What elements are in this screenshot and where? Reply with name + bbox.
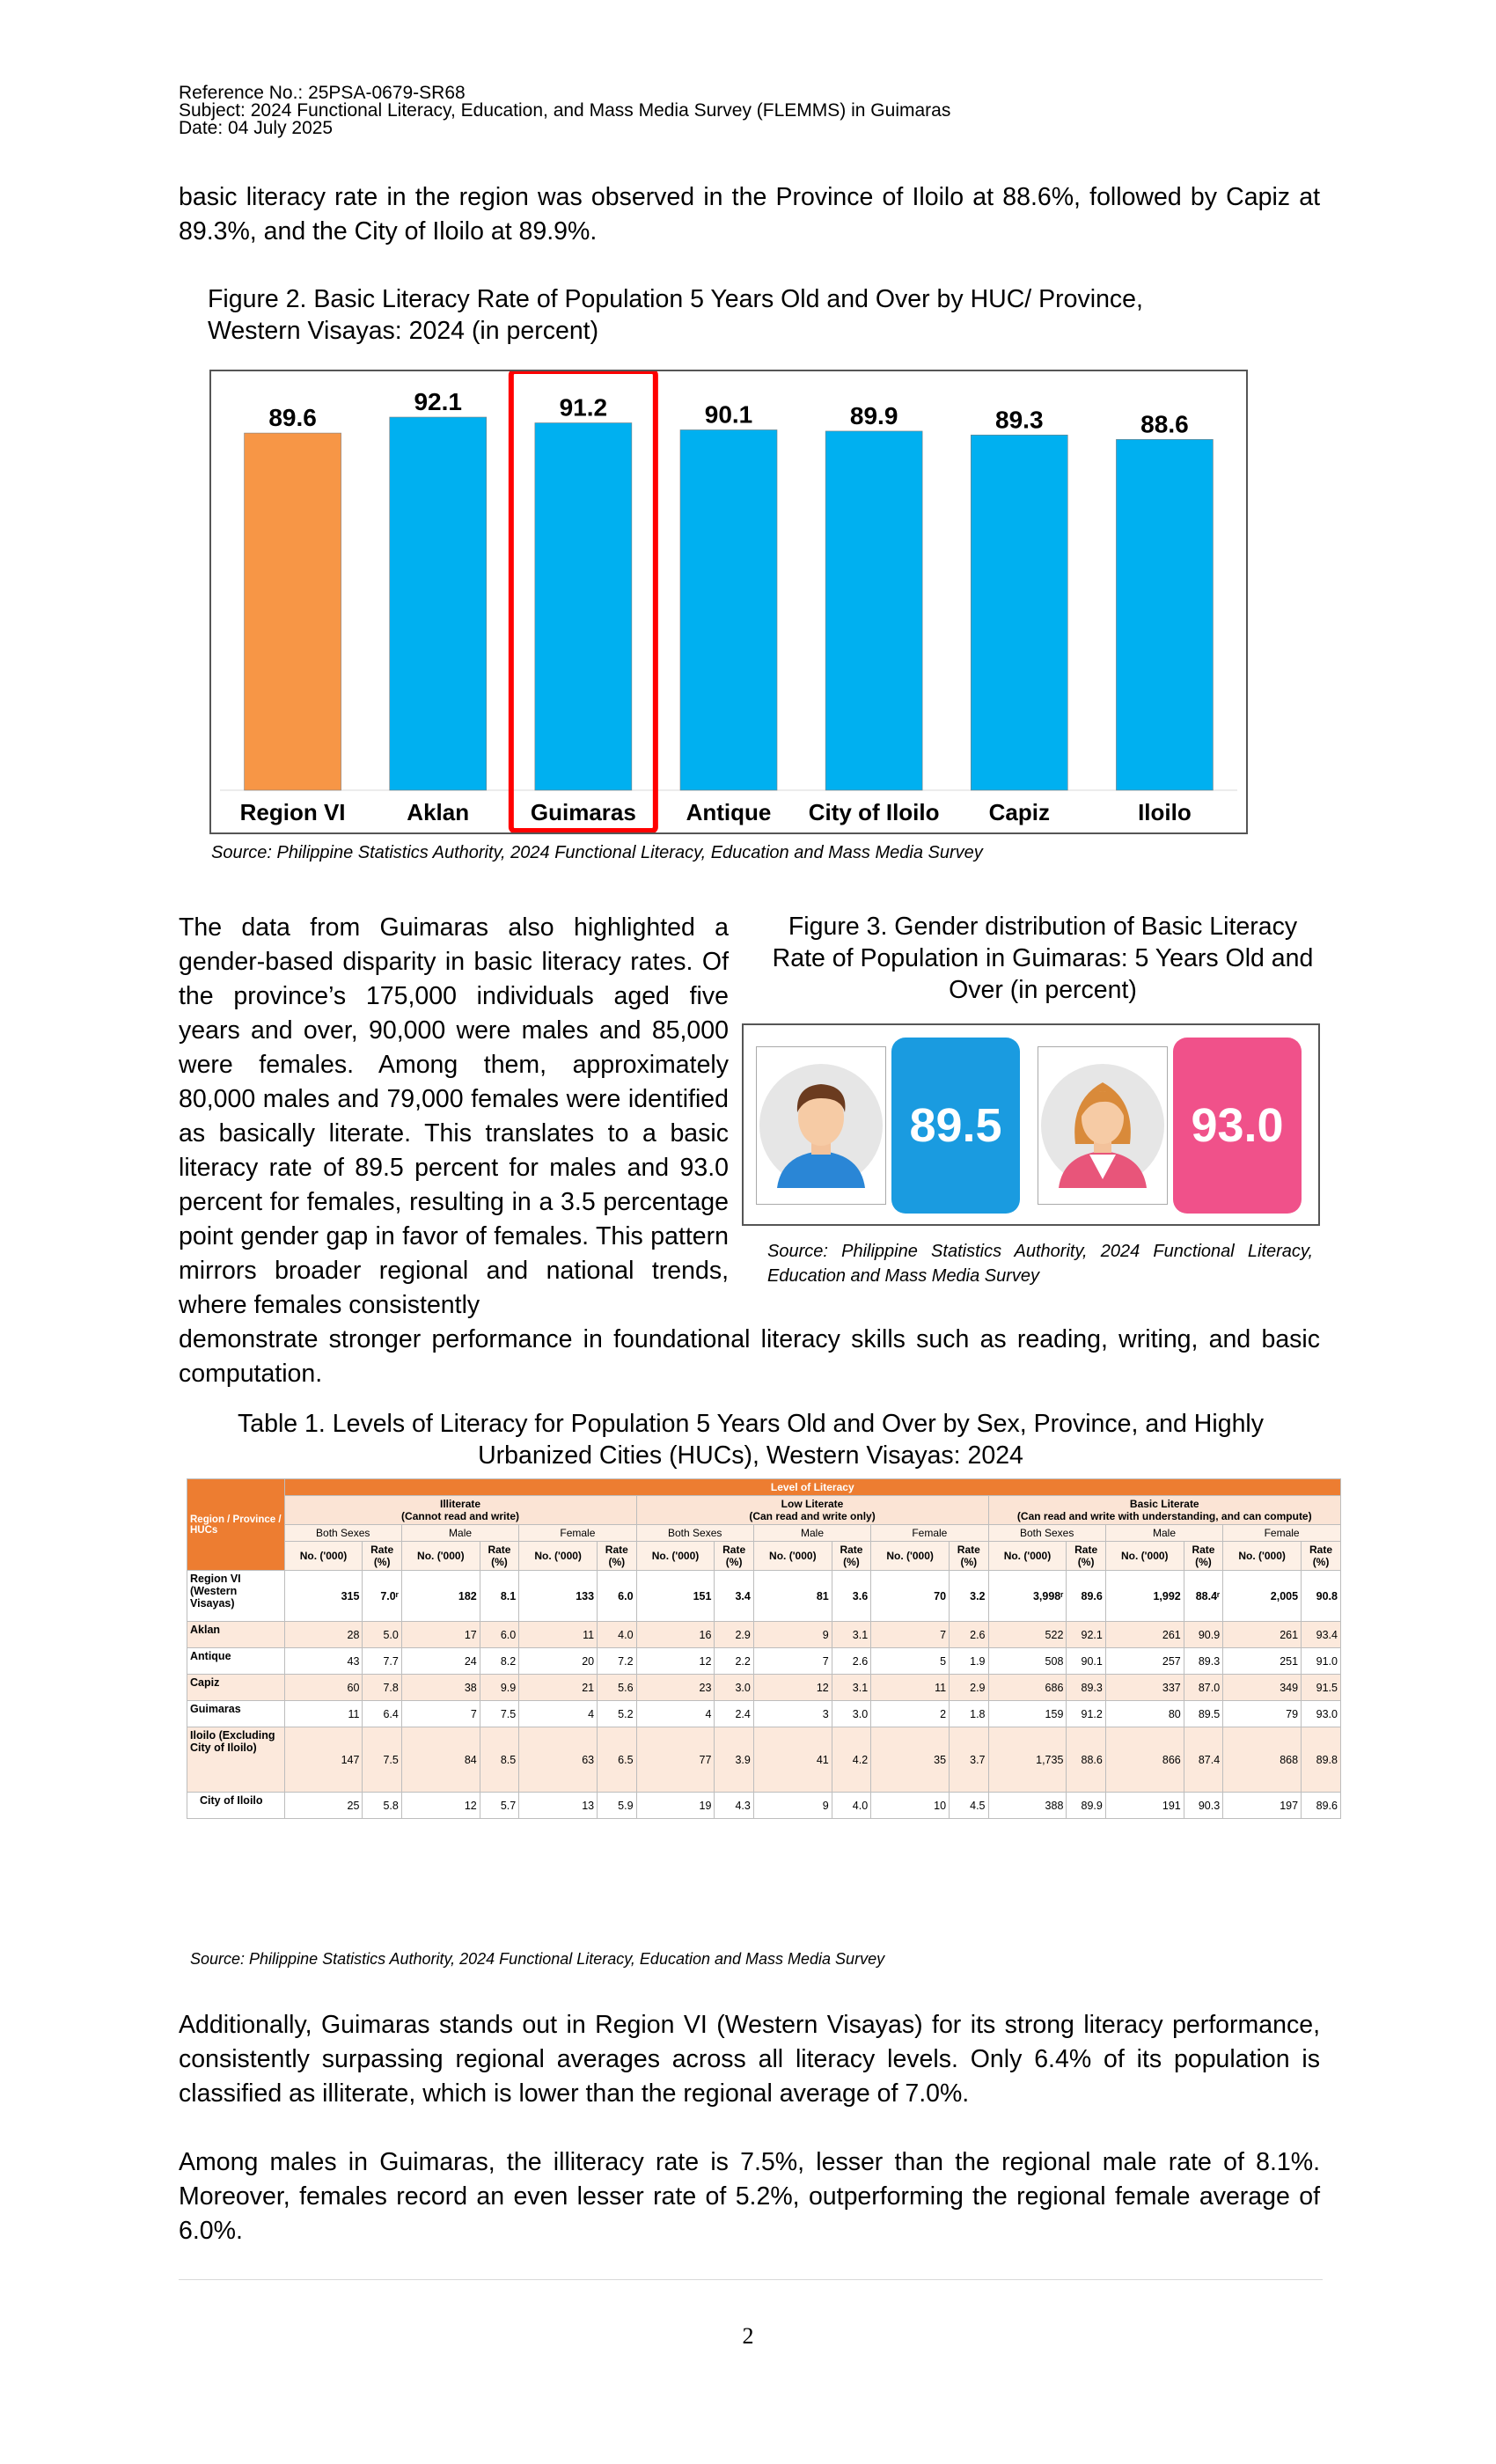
literacy-group-header	[636, 1496, 988, 1525]
rate-cell: 87.4	[1184, 1727, 1222, 1793]
count-cell: 686	[988, 1675, 1067, 1701]
rate-column-header: Rate (%)	[1302, 1542, 1341, 1571]
rate-cell: 3.1	[832, 1622, 870, 1648]
rate-cell: 3.0	[832, 1701, 870, 1727]
rate-cell: 7.0ʳ	[363, 1571, 401, 1622]
table-row	[187, 1571, 1341, 1622]
rate-cell: 90.8	[1302, 1571, 1341, 1622]
footer-divider	[179, 2279, 1323, 2280]
rate-cell: 5.0	[363, 1622, 401, 1648]
rate-cell: 91.0	[1302, 1648, 1341, 1675]
rate-cell: 3.0	[715, 1675, 753, 1701]
male-avatar	[756, 1046, 886, 1205]
table-row	[187, 1622, 1341, 1648]
row-label: Guimaras	[187, 1701, 285, 1727]
rate-cell: 3.7	[950, 1727, 988, 1793]
rate-cell: 8.2	[480, 1648, 518, 1675]
row-label: Antique	[187, 1648, 285, 1675]
rate-cell: 4.2	[832, 1727, 870, 1793]
count-cell: 349	[1223, 1675, 1302, 1701]
count-cell: 79	[1223, 1701, 1302, 1727]
data-label: 88.6	[1140, 410, 1189, 438]
rate-cell: 3.1	[832, 1675, 870, 1701]
count-cell: 337	[1105, 1675, 1184, 1701]
rate-cell: 89.6	[1067, 1571, 1105, 1622]
row-label: Iloilo (Excluding City of Iloilo)	[187, 1727, 285, 1793]
row-label: Capiz	[187, 1675, 285, 1701]
count-cell: 84	[401, 1727, 480, 1793]
number-column-header: No. ('000)	[988, 1542, 1067, 1571]
group-subtitle: (Can read and write only)	[749, 1510, 876, 1522]
number-column-header: No. ('000)	[401, 1542, 480, 1571]
count-cell: 20	[519, 1648, 598, 1675]
reference-number: Reference No.: 25PSA-0679-SR68	[179, 83, 466, 103]
data-label: 89.9	[849, 401, 898, 429]
rate-column-header: Rate (%)	[832, 1542, 870, 1571]
data-label: 92.1	[414, 388, 462, 415]
count-cell: 60	[284, 1675, 363, 1701]
number-column-header: No. ('000)	[636, 1542, 715, 1571]
number-column-header: No. ('000)	[1105, 1542, 1184, 1571]
data-label: 89.6	[268, 404, 317, 432]
count-cell: 9	[753, 1622, 832, 1648]
rate-cell: 6.0	[598, 1571, 636, 1622]
table1-caption-line2: Urbanized Cities (HUCs), Western Visayas: 2024	[478, 1441, 1023, 1470]
count-cell: 159	[988, 1701, 1067, 1727]
figure2-bar-chart	[209, 370, 1248, 834]
figure3-gender-panel	[742, 1023, 1320, 1226]
table1	[187, 1478, 1341, 1819]
category-tick-label: Aklan	[407, 799, 470, 825]
sex-column-header: Male	[1105, 1525, 1222, 1542]
rate-cell: 5.6	[598, 1675, 636, 1701]
count-cell: 522	[988, 1622, 1067, 1648]
table1-source: Source: Philippine Statistics Authority, 2024 Functional Literacy, Education and Mass Media Survey	[190, 1950, 885, 1968]
count-cell: 13	[519, 1793, 598, 1819]
rate-cell: 7.5	[480, 1701, 518, 1727]
rate-cell: 88.4ʳ	[1184, 1571, 1222, 1622]
female-rate-badge	[1173, 1038, 1302, 1214]
rate-cell: 7.8	[363, 1675, 401, 1701]
count-cell: 4	[636, 1701, 715, 1727]
count-cell: 70	[871, 1571, 950, 1622]
table-row	[187, 1793, 1341, 1819]
count-cell: 12	[636, 1648, 715, 1675]
count-cell: 866	[1105, 1727, 1184, 1793]
count-cell: 261	[1223, 1622, 1302, 1648]
rate-cell: 5.9	[598, 1793, 636, 1819]
literacy-table	[187, 1478, 1341, 1819]
count-cell: 197	[1223, 1793, 1302, 1819]
rate-cell: 8.1	[480, 1571, 518, 1622]
count-cell: 12	[753, 1675, 832, 1701]
rate-column-header: Rate (%)	[598, 1542, 636, 1571]
count-cell: 4	[519, 1701, 598, 1727]
category-tick-label: City of Iloilo	[808, 799, 940, 825]
count-cell: 3	[753, 1701, 832, 1727]
bar-region-vi	[245, 433, 341, 790]
table-row	[187, 1675, 1341, 1701]
count-cell: 147	[284, 1727, 363, 1793]
sex-column-header: Male	[401, 1525, 518, 1542]
count-cell: 19	[636, 1793, 715, 1819]
rate-cell: 3.6	[832, 1571, 870, 1622]
rate-cell: 89.3	[1067, 1675, 1105, 1701]
table1-caption	[179, 1408, 1323, 1471]
males-paragraph: Among males in Guimaras, the illiteracy rate is 7.5%, lesser than the regional male rate of 8.1%. Moreover, females record an even lesser rate of 5.2%, outperforming the regional female average of 6.0%.	[179, 2148, 1320, 2245]
count-cell: 11	[871, 1675, 950, 1701]
rate-cell: 92.1	[1067, 1622, 1105, 1648]
count-cell: 17	[401, 1622, 480, 1648]
rate-column-header: Rate (%)	[1067, 1542, 1105, 1571]
rate-cell: 89.5	[1184, 1701, 1222, 1727]
rate-cell: 93.4	[1302, 1622, 1341, 1648]
number-column-header: No. ('000)	[284, 1542, 363, 1571]
rate-cell: 89.3	[1184, 1648, 1222, 1675]
count-cell: 80	[1105, 1701, 1184, 1727]
group-subtitle: (Can read and write with understanding, and can compute)	[1016, 1510, 1312, 1522]
rate-cell: 2.6	[832, 1648, 870, 1675]
female-rate-value: 93.0	[1191, 1099, 1284, 1152]
rate-cell: 91.5	[1302, 1675, 1341, 1701]
rate-cell: 90.9	[1184, 1622, 1222, 1648]
figure2-caption-line1: Figure 2. Basic Literacy Rate of Population 5 Years Old and Over by HUC/ Province,	[208, 285, 1143, 313]
count-cell: 182	[401, 1571, 480, 1622]
count-cell: 43	[284, 1648, 363, 1675]
rate-cell: 2.6	[950, 1622, 988, 1648]
count-cell: 388	[988, 1793, 1067, 1819]
count-cell: 191	[1105, 1793, 1184, 1819]
male-rate-value: 89.5	[909, 1099, 1002, 1152]
gender-paragraph: The data from Guimaras also highlighted a gender-based disparity in basic literacy rates. Of the province’s 175,000 individuals aged five years and over, 90,000 were males and 85,000 were females. Among them, approximately 80,000 males and 79,000 females were identified as basically literate. This translates to a basic literacy rate of 89.5 percent for males and 93.0 percent for females, resulting in a 3.5 percentage point gender gap in favor of females. This pattern mirrors broader regional and national trends, where females consistently	[179, 913, 729, 1319]
rate-cell: 2.4	[715, 1701, 753, 1727]
rate-column-header: Rate (%)	[715, 1542, 753, 1571]
figure3-source: Source: Philippine Statistics Authority, 2024 Functional Literacy, Education and Mass Media Survey	[767, 1242, 1313, 1286]
count-cell: 11	[519, 1622, 598, 1648]
female-avatar-icon	[1038, 1047, 1167, 1204]
rate-cell: 9.9	[480, 1675, 518, 1701]
count-cell: 38	[401, 1675, 480, 1701]
bar-guimaras	[535, 423, 632, 790]
rate-cell: 4.0	[598, 1622, 636, 1648]
number-column-header: No. ('000)	[753, 1542, 832, 1571]
count-cell: 2,005	[1223, 1571, 1302, 1622]
table1-caption-line1: Table 1. Levels of Literacy for Population 5 Years Old and Over by Sex, Province, and Highly	[238, 1410, 1264, 1438]
count-cell: 251	[1223, 1648, 1302, 1675]
data-label: 89.3	[995, 406, 1044, 434]
group-title: Low Literate	[781, 1498, 844, 1510]
count-cell: 5	[871, 1648, 950, 1675]
rate-cell: 7.5	[363, 1727, 401, 1793]
rate-cell: 89.6	[1302, 1793, 1341, 1819]
count-cell: 508	[988, 1648, 1067, 1675]
table-row	[187, 1648, 1341, 1675]
rate-cell: 90.3	[1184, 1793, 1222, 1819]
group-title: Basic Literate	[1129, 1498, 1199, 1510]
row-label: City of Iloilo	[187, 1793, 285, 1819]
count-cell: 81	[753, 1571, 832, 1622]
figure3-caption: Figure 3. Gender distribution of Basic Literacy Rate of Population in Guimaras: 5 Years Old and Over (in percent)	[772, 913, 1314, 1004]
count-cell: 21	[519, 1675, 598, 1701]
sex-column-header: Both Sexes	[284, 1525, 401, 1542]
category-tick-label: Region VI	[239, 799, 346, 825]
count-cell: 9	[753, 1793, 832, 1819]
rate-cell: 5.7	[480, 1793, 518, 1819]
count-cell: 7	[871, 1622, 950, 1648]
rate-cell: 7.2	[598, 1648, 636, 1675]
count-cell: 868	[1223, 1727, 1302, 1793]
count-cell: 41	[753, 1727, 832, 1793]
rate-cell: 6.4	[363, 1701, 401, 1727]
count-cell: 151	[636, 1571, 715, 1622]
rate-cell: 88.6	[1067, 1727, 1105, 1793]
sex-column-header: Female	[519, 1525, 636, 1542]
count-cell: 133	[519, 1571, 598, 1622]
rate-cell: 2.9	[950, 1675, 988, 1701]
bar-iloilo	[1116, 439, 1213, 790]
count-cell: 35	[871, 1727, 950, 1793]
rate-column-header: Rate (%)	[480, 1542, 518, 1571]
group-title: Illiterate	[440, 1498, 481, 1510]
intro-paragraph: basic literacy rate in the region was observed in the Province of Iloilo at 88.6%, followed by Capiz at 89.3%, and the City of Iloilo at 89.9%.	[179, 183, 1320, 246]
sex-column-header: Both Sexes	[636, 1525, 753, 1542]
rate-cell: 5.8	[363, 1793, 401, 1819]
level-of-literacy-header: Level of Literacy	[284, 1479, 1340, 1496]
data-label: 90.1	[704, 400, 753, 429]
row-label: Aklan	[187, 1622, 285, 1648]
number-column-header: No. ('000)	[519, 1542, 598, 1571]
rate-cell: 8.5	[480, 1727, 518, 1793]
rate-cell: 91.2	[1067, 1701, 1105, 1727]
gender-paragraph-continued: demonstrate stronger performance in foundational literacy skills such as reading, writing, and basic computation.	[179, 1325, 1320, 1388]
rate-cell: 89.9	[1067, 1793, 1105, 1819]
rate-cell: 1.8	[950, 1701, 988, 1727]
count-cell: 25	[284, 1793, 363, 1819]
sex-column-header: Female	[1223, 1525, 1341, 1542]
region-column-header: Region / Province / HUCs	[187, 1479, 285, 1571]
rate-column-header: Rate (%)	[363, 1542, 401, 1571]
rate-cell: 5.2	[598, 1701, 636, 1727]
rate-cell: 7.7	[363, 1648, 401, 1675]
row-label: Region VI (Western Visayas)	[187, 1571, 285, 1622]
rate-cell: 4.5	[950, 1793, 988, 1819]
rate-cell: 2.9	[715, 1622, 753, 1648]
group-subtitle: (Cannot read and write)	[401, 1510, 520, 1522]
rate-column-header: Rate (%)	[1184, 1542, 1222, 1571]
count-cell: 257	[1105, 1648, 1184, 1675]
figure2-caption-line2: Western Visayas: 2024 (in percent)	[208, 317, 599, 345]
rate-cell: 90.1	[1067, 1648, 1105, 1675]
count-cell: 12	[401, 1793, 480, 1819]
count-cell: 28	[284, 1622, 363, 1648]
male-avatar-icon	[757, 1047, 885, 1204]
date-line: Date: 04 July 2025	[179, 118, 334, 138]
count-cell: 7	[401, 1701, 480, 1727]
count-cell: 3,998ʳ	[988, 1571, 1067, 1622]
sex-column-header: Female	[871, 1525, 988, 1542]
sex-column-header: Both Sexes	[988, 1525, 1105, 1542]
table-row	[187, 1727, 1341, 1793]
count-cell: 11	[284, 1701, 363, 1727]
rate-column-header: Rate (%)	[950, 1542, 988, 1571]
category-tick-label: Antique	[686, 799, 772, 825]
count-cell: 23	[636, 1675, 715, 1701]
category-tick-label: Iloilo	[1138, 799, 1192, 825]
literacy-group-header	[284, 1496, 636, 1525]
figure2-chart-svg	[211, 371, 1246, 832]
data-label: 91.2	[559, 393, 608, 422]
figure2-caption	[208, 283, 1143, 347]
rate-cell: 3.2	[950, 1571, 988, 1622]
count-cell: 1,735	[988, 1727, 1067, 1793]
rate-cell: 6.5	[598, 1727, 636, 1793]
category-tick-label: Capiz	[988, 799, 1050, 825]
count-cell: 63	[519, 1727, 598, 1793]
bar-aklan	[390, 417, 487, 790]
rate-cell: 1.9	[950, 1648, 988, 1675]
count-cell: 16	[636, 1622, 715, 1648]
number-column-header: No. ('000)	[1223, 1542, 1302, 1571]
bar-capiz	[971, 435, 1067, 790]
rate-cell: 2.2	[715, 1648, 753, 1675]
additionally-paragraph: Additionally, Guimaras stands out in Region VI (Western Visayas) for its strong literacy performance, consistently surpassing regional averages across all literacy levels. Only 6.4% of its population is classified as illiterate, which is lower than the regional average of 7.0%.	[179, 2011, 1320, 2108]
document-header	[179, 84, 950, 137]
bar-antique	[680, 429, 777, 790]
rate-cell: 6.0	[480, 1622, 518, 1648]
count-cell: 1,992	[1105, 1571, 1184, 1622]
count-cell: 261	[1105, 1622, 1184, 1648]
count-cell: 2	[871, 1701, 950, 1727]
rate-cell: 3.9	[715, 1727, 753, 1793]
figure2-source: Source: Philippine Statistics Authority, 2024 Functional Literacy, Education and Mass Media Survey	[211, 843, 983, 862]
rate-cell: 89.8	[1302, 1727, 1341, 1793]
rate-cell: 3.4	[715, 1571, 753, 1622]
category-tick-label: Guimaras	[530, 799, 636, 825]
rate-cell: 4.0	[832, 1793, 870, 1819]
count-cell: 7	[753, 1648, 832, 1675]
count-cell: 24	[401, 1648, 480, 1675]
male-rate-badge	[891, 1038, 1020, 1214]
number-column-header: No. ('000)	[871, 1542, 950, 1571]
count-cell: 10	[871, 1793, 950, 1819]
table-row	[187, 1701, 1341, 1727]
count-cell: 315	[284, 1571, 363, 1622]
rate-cell: 87.0	[1184, 1675, 1222, 1701]
subject-line: Subject: 2024 Functional Literacy, Education, and Mass Media Survey (FLEMMS) in Guimaras	[179, 100, 951, 121]
page-number: 2	[742, 2323, 754, 2349]
count-cell: 77	[636, 1727, 715, 1793]
sex-column-header: Male	[753, 1525, 870, 1542]
bar-city-of-iloilo	[825, 431, 922, 790]
literacy-group-header	[988, 1496, 1340, 1525]
rate-cell: 4.3	[715, 1793, 753, 1819]
rate-cell: 93.0	[1302, 1701, 1341, 1727]
female-avatar	[1038, 1046, 1168, 1205]
